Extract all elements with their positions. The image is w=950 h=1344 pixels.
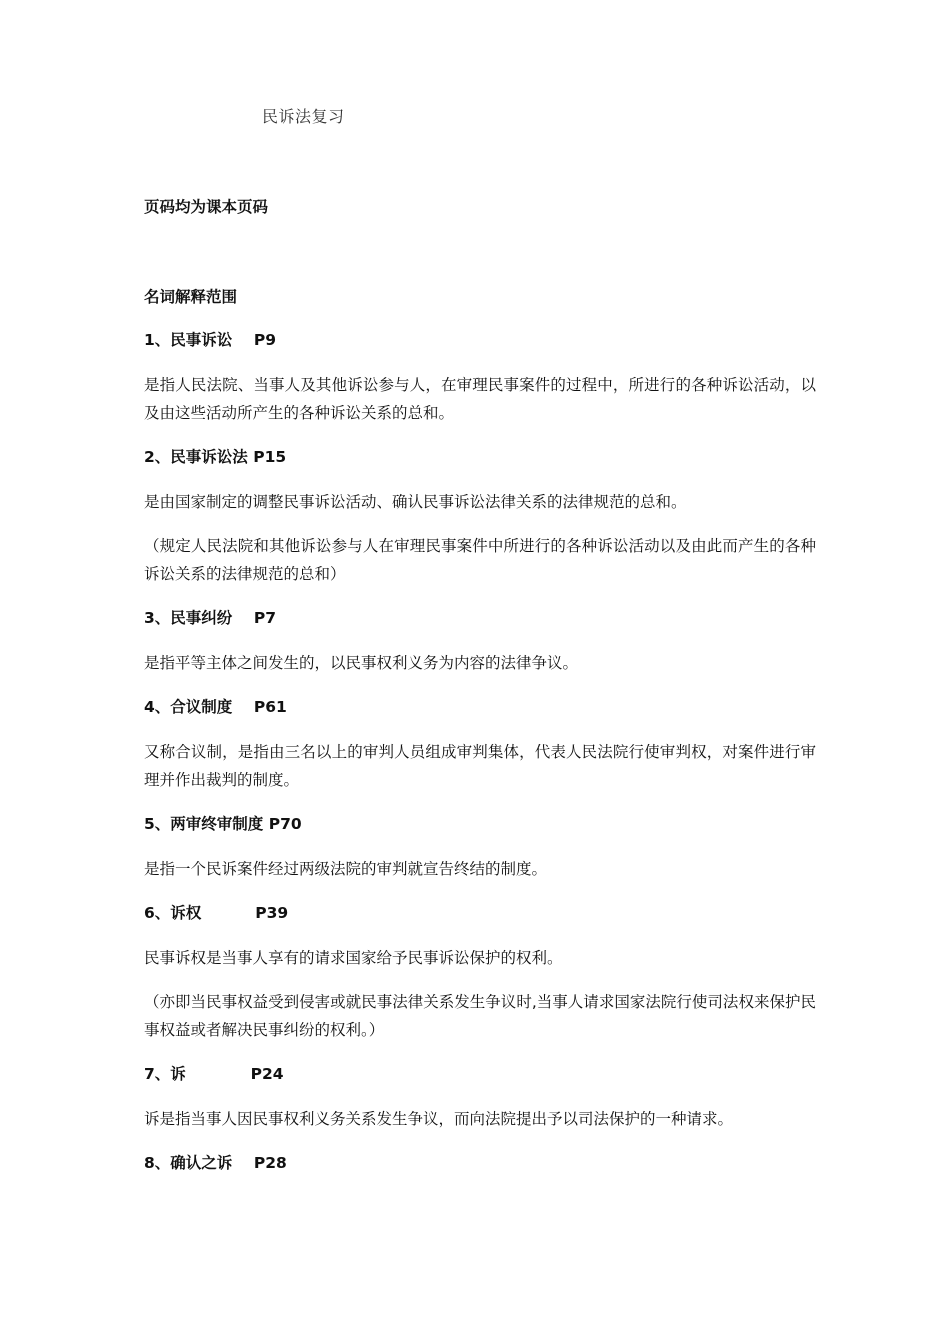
term-spacer [186,1065,251,1083]
term-number: 2、 [144,448,171,466]
term-name: 民事诉讼法 [170,448,248,466]
page-reference: P61 [253,698,287,716]
term-spacer [232,609,254,627]
term-number: 5、 [144,815,171,833]
term-heading [144,696,816,718]
term-number: 4、 [144,698,171,716]
page-reference: P15 [253,448,287,466]
term-entry [144,696,816,794]
page-reference: P24 [250,1065,284,1083]
term-heading [144,607,816,629]
definition-paragraph: 是指人民法院、当事人及其他诉讼参与人，在审理民事案件的过程中，所进行的各种诉讼活动，以及由这些活动所产生的各种诉讼关系的总和。 [144,376,816,422]
term-number: 8、 [144,1154,171,1172]
term-name: 诉权 [170,904,202,922]
term-heading [144,329,816,351]
term-number: 3、 [144,609,171,627]
term-heading [144,446,816,468]
page-reference: P70 [268,815,302,833]
page-reference: P9 [253,331,277,349]
term-spacer [232,1154,254,1172]
definition-paragraph: 又称合议制，是指由三名以上的审判人员组成审判集体，代表人民法院行使审判权，对案件进行审理并作出裁判的制度。 [144,743,816,789]
term-heading [144,1063,816,1085]
term-name: 合议制度 [170,698,233,716]
definition-paragraph: （亦即当民事权益受到侵害或就民事法律关系发生争议时,当事人请求国家法院行使司法权来保护民事权益或者解决民事纠纷的权利。） [144,993,816,1039]
definition-paragraph: 民事诉权是当事人享有的请求国家给予民事诉讼保护的权利。 [144,949,563,967]
term-entry [144,607,816,677]
definition-paragraph: （规定人民法院和其他诉讼参与人在审理民事案件中所进行的各种诉讼活动以及由此而产生的各种诉讼关系的法律规范的总和） [144,537,816,583]
term-entry [144,1063,816,1133]
term-name: 两审终审制度 [170,815,264,833]
definition-paragraph: 是指平等主体之间发生的，以民事权利义务为内容的法律争议。 [144,654,579,672]
page-reference: P39 [255,904,289,922]
term-spacer [201,904,255,922]
term-number: 6、 [144,904,171,922]
term-entry [144,1152,816,1174]
document-title: 民诉法复习 [262,107,345,126]
term-entry [144,446,816,588]
definition-paragraph: 是由国家制定的调整民事诉讼活动、确认民事诉讼法律关系的法律规范的总和。 [144,493,687,511]
definition-paragraph: 诉是指当事人因民事权利义务关系发生争议，而向法院提出予以司法保护的一种请求。 [144,1110,734,1128]
term-number: 7、 [144,1065,171,1083]
term-list [144,329,816,1197]
term-entry [144,329,816,427]
term-heading [144,813,816,835]
term-spacer [232,698,254,716]
term-entry [144,902,816,1044]
term-heading [144,902,816,924]
term-name: 民事纠纷 [170,609,233,627]
page-reference: P28 [253,1154,287,1172]
definition-paragraph: 是指一个民诉案件经过两级法院的审判就宣告终结的制度。 [144,860,548,878]
term-spacer [232,331,254,349]
term-name: 民事诉讼 [170,331,233,349]
term-name: 确认之诉 [170,1154,233,1172]
term-heading [144,1152,816,1174]
term-number: 1、 [144,331,171,349]
section-heading: 名词解释范围 [144,288,238,306]
term-name: 诉 [170,1065,186,1083]
page-number-note: 页码均为课本页码 [144,198,269,216]
term-entry [144,813,816,883]
page-reference: P7 [253,609,277,627]
